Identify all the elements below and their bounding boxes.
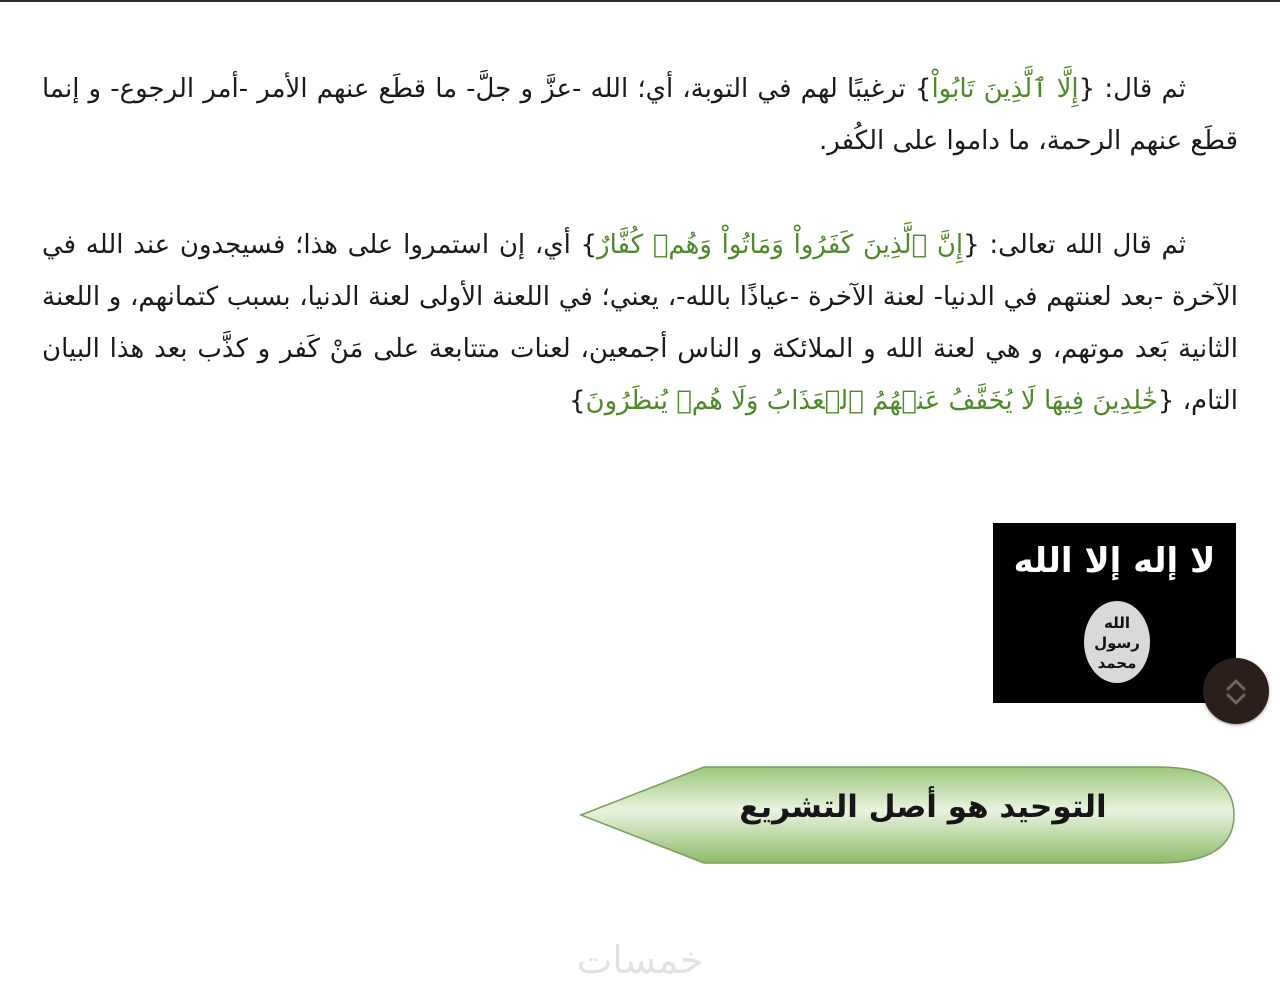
top-divider — [0, 0, 1280, 2]
quran-verse-3: خَٰلِدِينَ فِيهَا لَا يُخَفَّفُ عَنۡهُمُ ٱلۡعَذَابُ وَلَا هُمۡ يُنظَرُونَ — [585, 386, 1158, 416]
paragraph-2 — [42, 219, 1238, 427]
watermark-logo: خمسات — [576, 938, 704, 982]
chevron-up-down-icon — [1203, 658, 1269, 724]
scroll-toggle-button[interactable] — [1203, 658, 1269, 724]
seal-line-3: محمد — [1097, 654, 1137, 672]
paragraph-2-text-b: } أي، إن استمروا على هذا؛ فسيجدون عند الله في الآخرة -بعد لعنتهم في الدنيا- لعنة الآخرة -عياذًا بالله-، يعني؛ في اللعنة الأولى لعنة الدنيا، بسبب كتمانهم، و اللعنة الثانية بَعد موتهم، و هي لعنة الله و الملائكة و الناس أجمعين، لعنات متتابعة على مَنْ كَفر و كذَّب بعد هذا البيان التام، { — [42, 230, 1238, 416]
flag-seal — [1084, 601, 1150, 683]
quran-verse-2: إِنَّ ٱلَّذِينَ كَفَرُواْ وَمَاتُواْ وَهُمۡ كُفَّارٌ — [597, 230, 964, 260]
paragraph-2-text-c: } — [568, 386, 586, 416]
paragraph-1-text-a: ثم قال: { — [1078, 74, 1186, 104]
paragraph-1-text-b: } ترغيبًا لهم في التوبة، أي؛ الله -عزَّ و جلَّ- ما قطَع عنهم الأمر -أمر الرجوع- و إنما قطَع عنهم الرحمة، ما داموا على الكُفر. — [42, 74, 1238, 156]
paragraph-2-text-a: ثم قال الله تعالى: { — [963, 230, 1186, 260]
section-banner — [578, 765, 1238, 865]
seal-line-1: الله — [1104, 614, 1130, 632]
paragraph-1 — [42, 63, 1238, 167]
flag-image — [993, 523, 1236, 703]
flag-inscription: لا إله إلا الله — [1013, 541, 1216, 581]
banner-title: التوحيد هو أصل التشريع — [739, 789, 1107, 825]
seal-line-2: رسول — [1094, 634, 1140, 652]
quran-verse-1: إِلَّا ٱلَّذِينَ تَابُواْ — [931, 74, 1079, 104]
